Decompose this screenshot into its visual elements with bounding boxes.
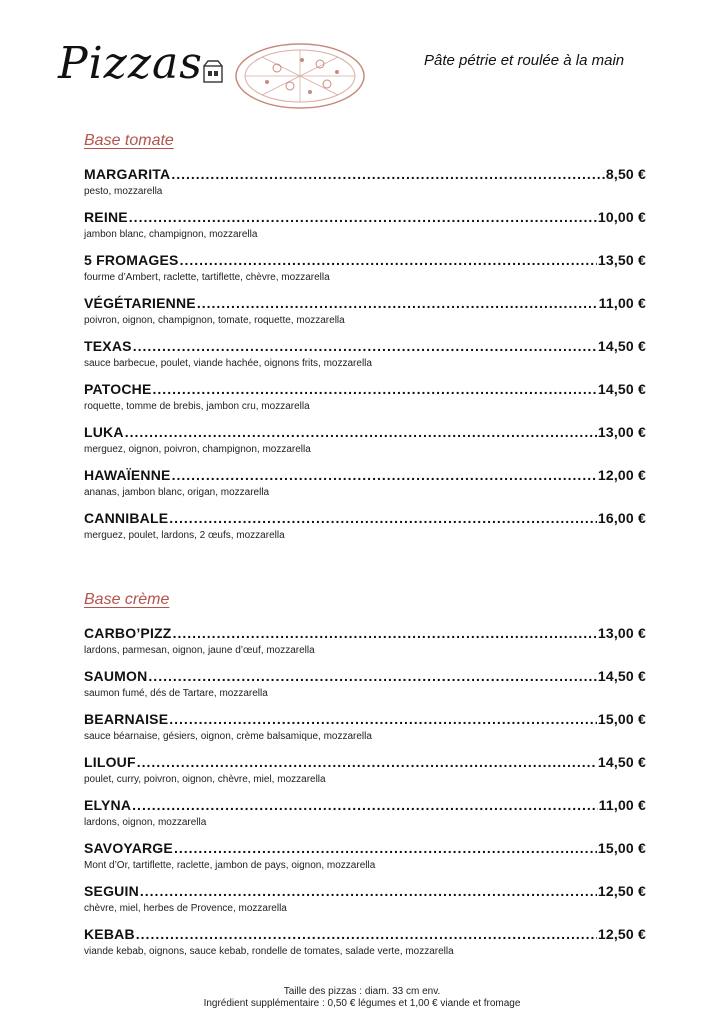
- item-price: 8,50 €: [605, 166, 646, 182]
- item-ingredients: ananas, jambon blanc, origan, mozzarella: [84, 487, 270, 498]
- item-name: CARBO’PIZZ: [84, 625, 172, 641]
- menu-item: [84, 920, 646, 963]
- item-name: TEXAS: [84, 338, 132, 354]
- leader-dots: [136, 926, 597, 942]
- item-price: 10,00 €: [597, 209, 646, 225]
- item-ingredients: viande kebab, oignons, sauce kebab, rondelle de tomates, salade verte, mozzarella: [84, 946, 454, 957]
- chef-icon: [200, 60, 226, 84]
- item-price: 16,00 €: [597, 510, 646, 526]
- menu-item: [84, 662, 646, 705]
- item-price: 11,00 €: [598, 295, 646, 311]
- item-price: 12,00 €: [597, 467, 646, 483]
- item-ingredients: roquette, tomme de brebis, jambon cru, mozzarella: [84, 401, 310, 412]
- item-ingredients: poivron, oignon, champignon, tomate, roquette, mozzarella: [84, 315, 345, 326]
- item-ingredients: jambon blanc, champignon, mozzarella: [84, 229, 258, 240]
- item-price: 14,50 €: [597, 338, 646, 354]
- item-ingredients: fourme d’Ambert, raclette, tartiflette, chèvre, mozzarella: [84, 272, 330, 283]
- leader-dots: [148, 668, 596, 684]
- item-name: SAUMON: [84, 668, 148, 684]
- item-name: CANNIBALE: [84, 510, 169, 526]
- item-name: MARGARITA: [84, 166, 171, 182]
- footer-extra-note: Ingrédient supplémentaire : 0,50 € légumes et 1,00 € viande et fromage: [203, 998, 521, 1009]
- item-price: 11,00 €: [598, 797, 646, 813]
- menu-item: [84, 246, 646, 289]
- leader-dots: [125, 424, 597, 440]
- menu-item: [84, 160, 646, 203]
- item-price: 12,50 €: [597, 883, 646, 899]
- item-name: VÉGÉTARIENNE: [84, 295, 196, 311]
- item-name: 5 FROMAGES: [84, 252, 179, 268]
- menu-item: [84, 705, 646, 748]
- item-price: 14,50 €: [597, 754, 646, 770]
- item-name: BEARNAISE: [84, 711, 169, 727]
- item-price: 15,00 €: [597, 840, 646, 856]
- pizza-illustration: [232, 40, 368, 112]
- leader-dots: [169, 711, 597, 727]
- menu-item: [84, 748, 646, 791]
- leader-dots: [133, 338, 597, 354]
- leader-dots: [137, 754, 597, 770]
- menu-header: [0, 0, 724, 120]
- leader-dots: [171, 166, 605, 182]
- item-ingredients: chèvre, miel, herbes de Provence, mozzarella: [84, 903, 287, 914]
- item-name: ELYNA: [84, 797, 132, 813]
- menu-list-base-creme: [84, 619, 646, 963]
- item-price: 13,00 €: [597, 424, 646, 440]
- leader-dots: [153, 381, 597, 397]
- item-ingredients: sauce barbecue, poulet, viande hachée, oignons frits, mozzarella: [84, 358, 372, 369]
- item-ingredients: merguez, oignon, poivron, champignon, mozzarella: [84, 444, 311, 455]
- item-ingredients: merguez, poulet, lardons, 2 œufs, mozzarella: [84, 530, 285, 541]
- menu-item: [84, 504, 646, 547]
- menu-item: [84, 834, 646, 877]
- item-name: HAWAÏENNE: [84, 467, 171, 483]
- item-ingredients: lardons, parmesan, oignon, jaune d’œuf, mozzarella: [84, 645, 315, 656]
- item-name: KEBAB: [84, 926, 135, 942]
- item-price: 12,50 €: [597, 926, 646, 942]
- leader-dots: [174, 840, 597, 856]
- menu-item: [84, 332, 646, 375]
- item-ingredients: lardons, oignon, mozzarella: [84, 817, 207, 828]
- item-ingredients: saumon fumé, dés de Tartare, mozzarella: [84, 688, 268, 699]
- menu-item: [84, 791, 646, 834]
- leader-dots: [129, 209, 597, 225]
- leader-dots: [172, 467, 597, 483]
- item-price: 13,00 €: [597, 625, 646, 641]
- item-ingredients: pesto, mozzarella: [84, 186, 163, 197]
- page-title: Pizzas: [58, 38, 203, 89]
- section-title-base-tomate: Base tomate: [84, 132, 174, 149]
- item-name: PATOCHE: [84, 381, 152, 397]
- leader-dots: [180, 252, 597, 268]
- leader-dots: [132, 797, 597, 813]
- leader-dots: [140, 883, 597, 899]
- item-name: SAVOYARGE: [84, 840, 173, 856]
- tagline: Pâte pétrie et roulée à la main: [424, 52, 625, 69]
- item-ingredients: poulet, curry, poivron, oignon, chèvre, miel, mozzarella: [84, 774, 326, 785]
- menu-item: [84, 418, 646, 461]
- menu-item: [84, 461, 646, 504]
- item-ingredients: Mont d’Or, tartiflette, raclette, jambon de pays, oignon, mozzarella: [84, 860, 376, 871]
- item-name: SEGUIN: [84, 883, 139, 899]
- leader-dots: [197, 295, 598, 311]
- menu-item: [84, 877, 646, 920]
- item-name: LUKA: [84, 424, 124, 440]
- menu-item: [84, 375, 646, 418]
- item-price: 13,50 €: [597, 252, 646, 268]
- item-price: 14,50 €: [597, 668, 646, 684]
- leader-dots: [173, 625, 597, 641]
- menu-item: [84, 619, 646, 662]
- section-title-base-creme: Base crème: [84, 591, 170, 608]
- leader-dots: [169, 510, 597, 526]
- menu-footer: [0, 986, 724, 1010]
- item-price: 14,50 €: [597, 381, 646, 397]
- item-price: 15,00 €: [597, 711, 646, 727]
- item-name: REINE: [84, 209, 128, 225]
- footer-size-note: Taille des pizzas : diam. 33 cm env.: [283, 986, 441, 997]
- item-ingredients: sauce béarnaise, gésiers, oignon, crème balsamique, mozzarella: [84, 731, 372, 742]
- menu-list-base-tomate: [84, 160, 646, 547]
- menu-item: [84, 289, 646, 332]
- item-name: LILOUF: [84, 754, 136, 770]
- menu-item: [84, 203, 646, 246]
